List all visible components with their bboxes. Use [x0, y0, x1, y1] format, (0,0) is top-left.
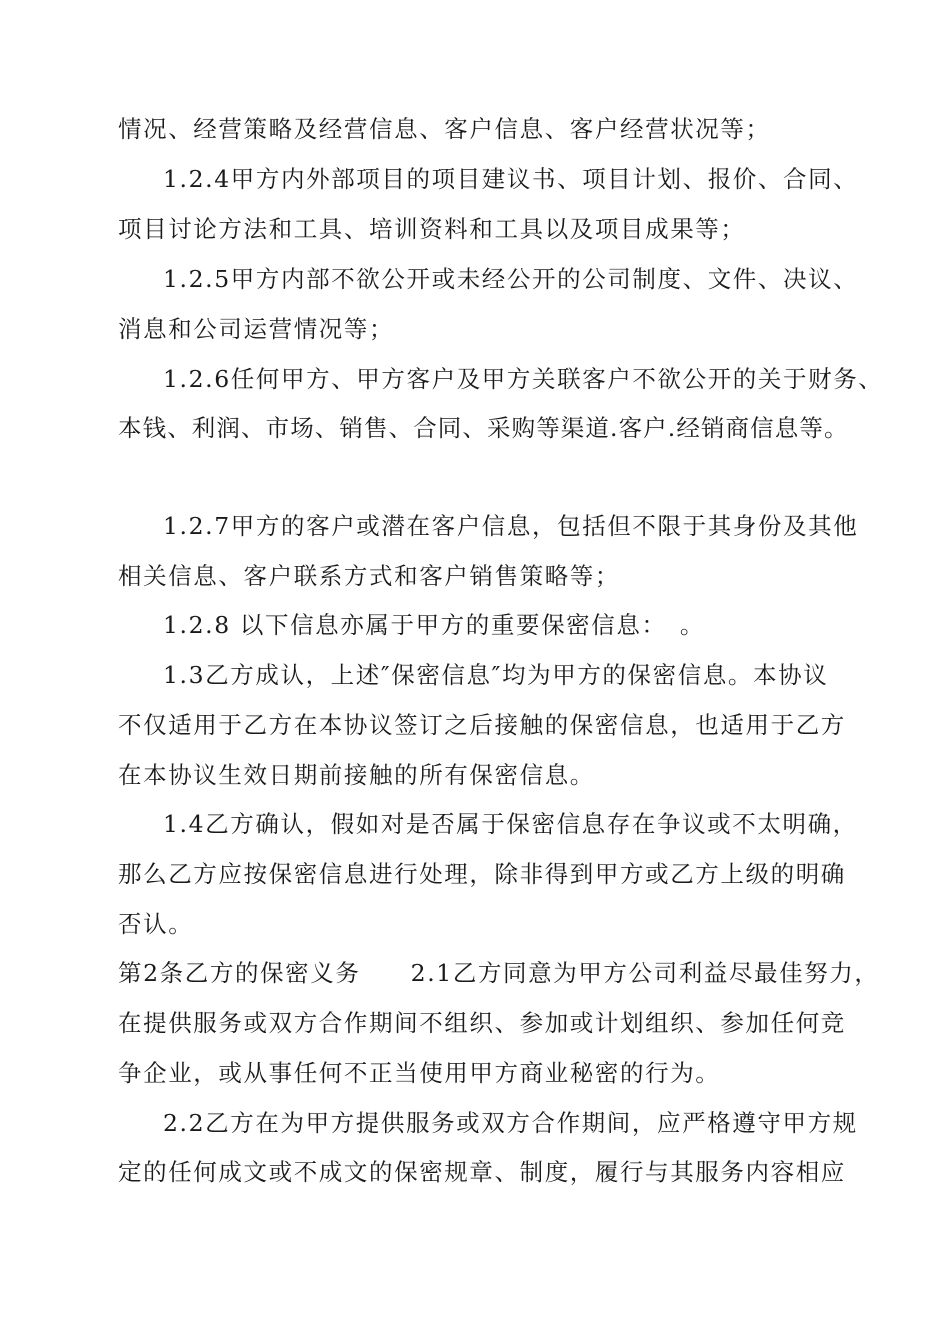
text-line: 否认。 — [118, 910, 194, 938]
text-line: 1.2.7甲方的客户或潜在客户信息，包括但不限于其身份及其他 — [163, 512, 859, 540]
text-line: 那么乙方应按保密信息进行处理，除非得到甲方或乙方上级的明确 — [118, 860, 846, 888]
text-line: 争企业，或从事任何不正当使用甲方商业秘密的行为。 — [118, 1059, 721, 1087]
text-line: 本钱、利润、市场、销售、合同、采购等渠道.客户.经销商信息等。 — [118, 414, 849, 442]
text-line: 消息和公司运营情况等； — [118, 315, 395, 343]
text-line: 定的任何成文或不成文的保密规章、制度，履行与其服务内容相应 — [118, 1158, 846, 1186]
section-heading-line: 第2条乙方的保密义务 2.1乙方同意为甲方公司利益尽最佳努力， — [118, 959, 880, 987]
text-line: 情况、经营策略及经营信息、客户信息、客户经营状况等； — [118, 115, 771, 143]
text-line: 1.2.8 以下信息亦属于甲方的重要保密信息： 。 — [163, 611, 706, 639]
text-line: 1.2.5甲方内部不欲公开或未经公开的公司制度、文件、决议、 — [163, 265, 859, 293]
text-line: 1.2.6任何甲方、甲方客户及甲方关联客户不欲公开的关于财务、 — [163, 365, 884, 393]
text-line: 相关信息、客户联系方式和客户销售策略等； — [118, 562, 620, 590]
text-line: 1.3乙方成认，上述″保密信息″均为甲方的保密信息。本协议 — [163, 661, 829, 689]
text-line: 1.4乙方确认，假如对是否属于保密信息存在争议或不太明确， — [163, 810, 858, 838]
text-line: 在提供服务或双方合作期间不组织、参加或计划组织、参加任何竞 — [118, 1009, 846, 1037]
text-line: 1.2.4甲方内外部项目的项目建议书、项目计划、报价、合同、 — [163, 165, 859, 193]
text-line: 项目讨论方法和工具、培训资料和工具以及项目成果等； — [118, 215, 746, 243]
text-line: 2.2乙方在为甲方提供服务或双方合作期间，应严格遵守甲方规 — [163, 1109, 858, 1137]
text-line: 在本协议生效日期前接触的所有保密信息。 — [118, 761, 595, 789]
text-line: 不仅适用于乙方在本协议签订之后接触的保密信息，也适用于乙方 — [118, 711, 846, 739]
